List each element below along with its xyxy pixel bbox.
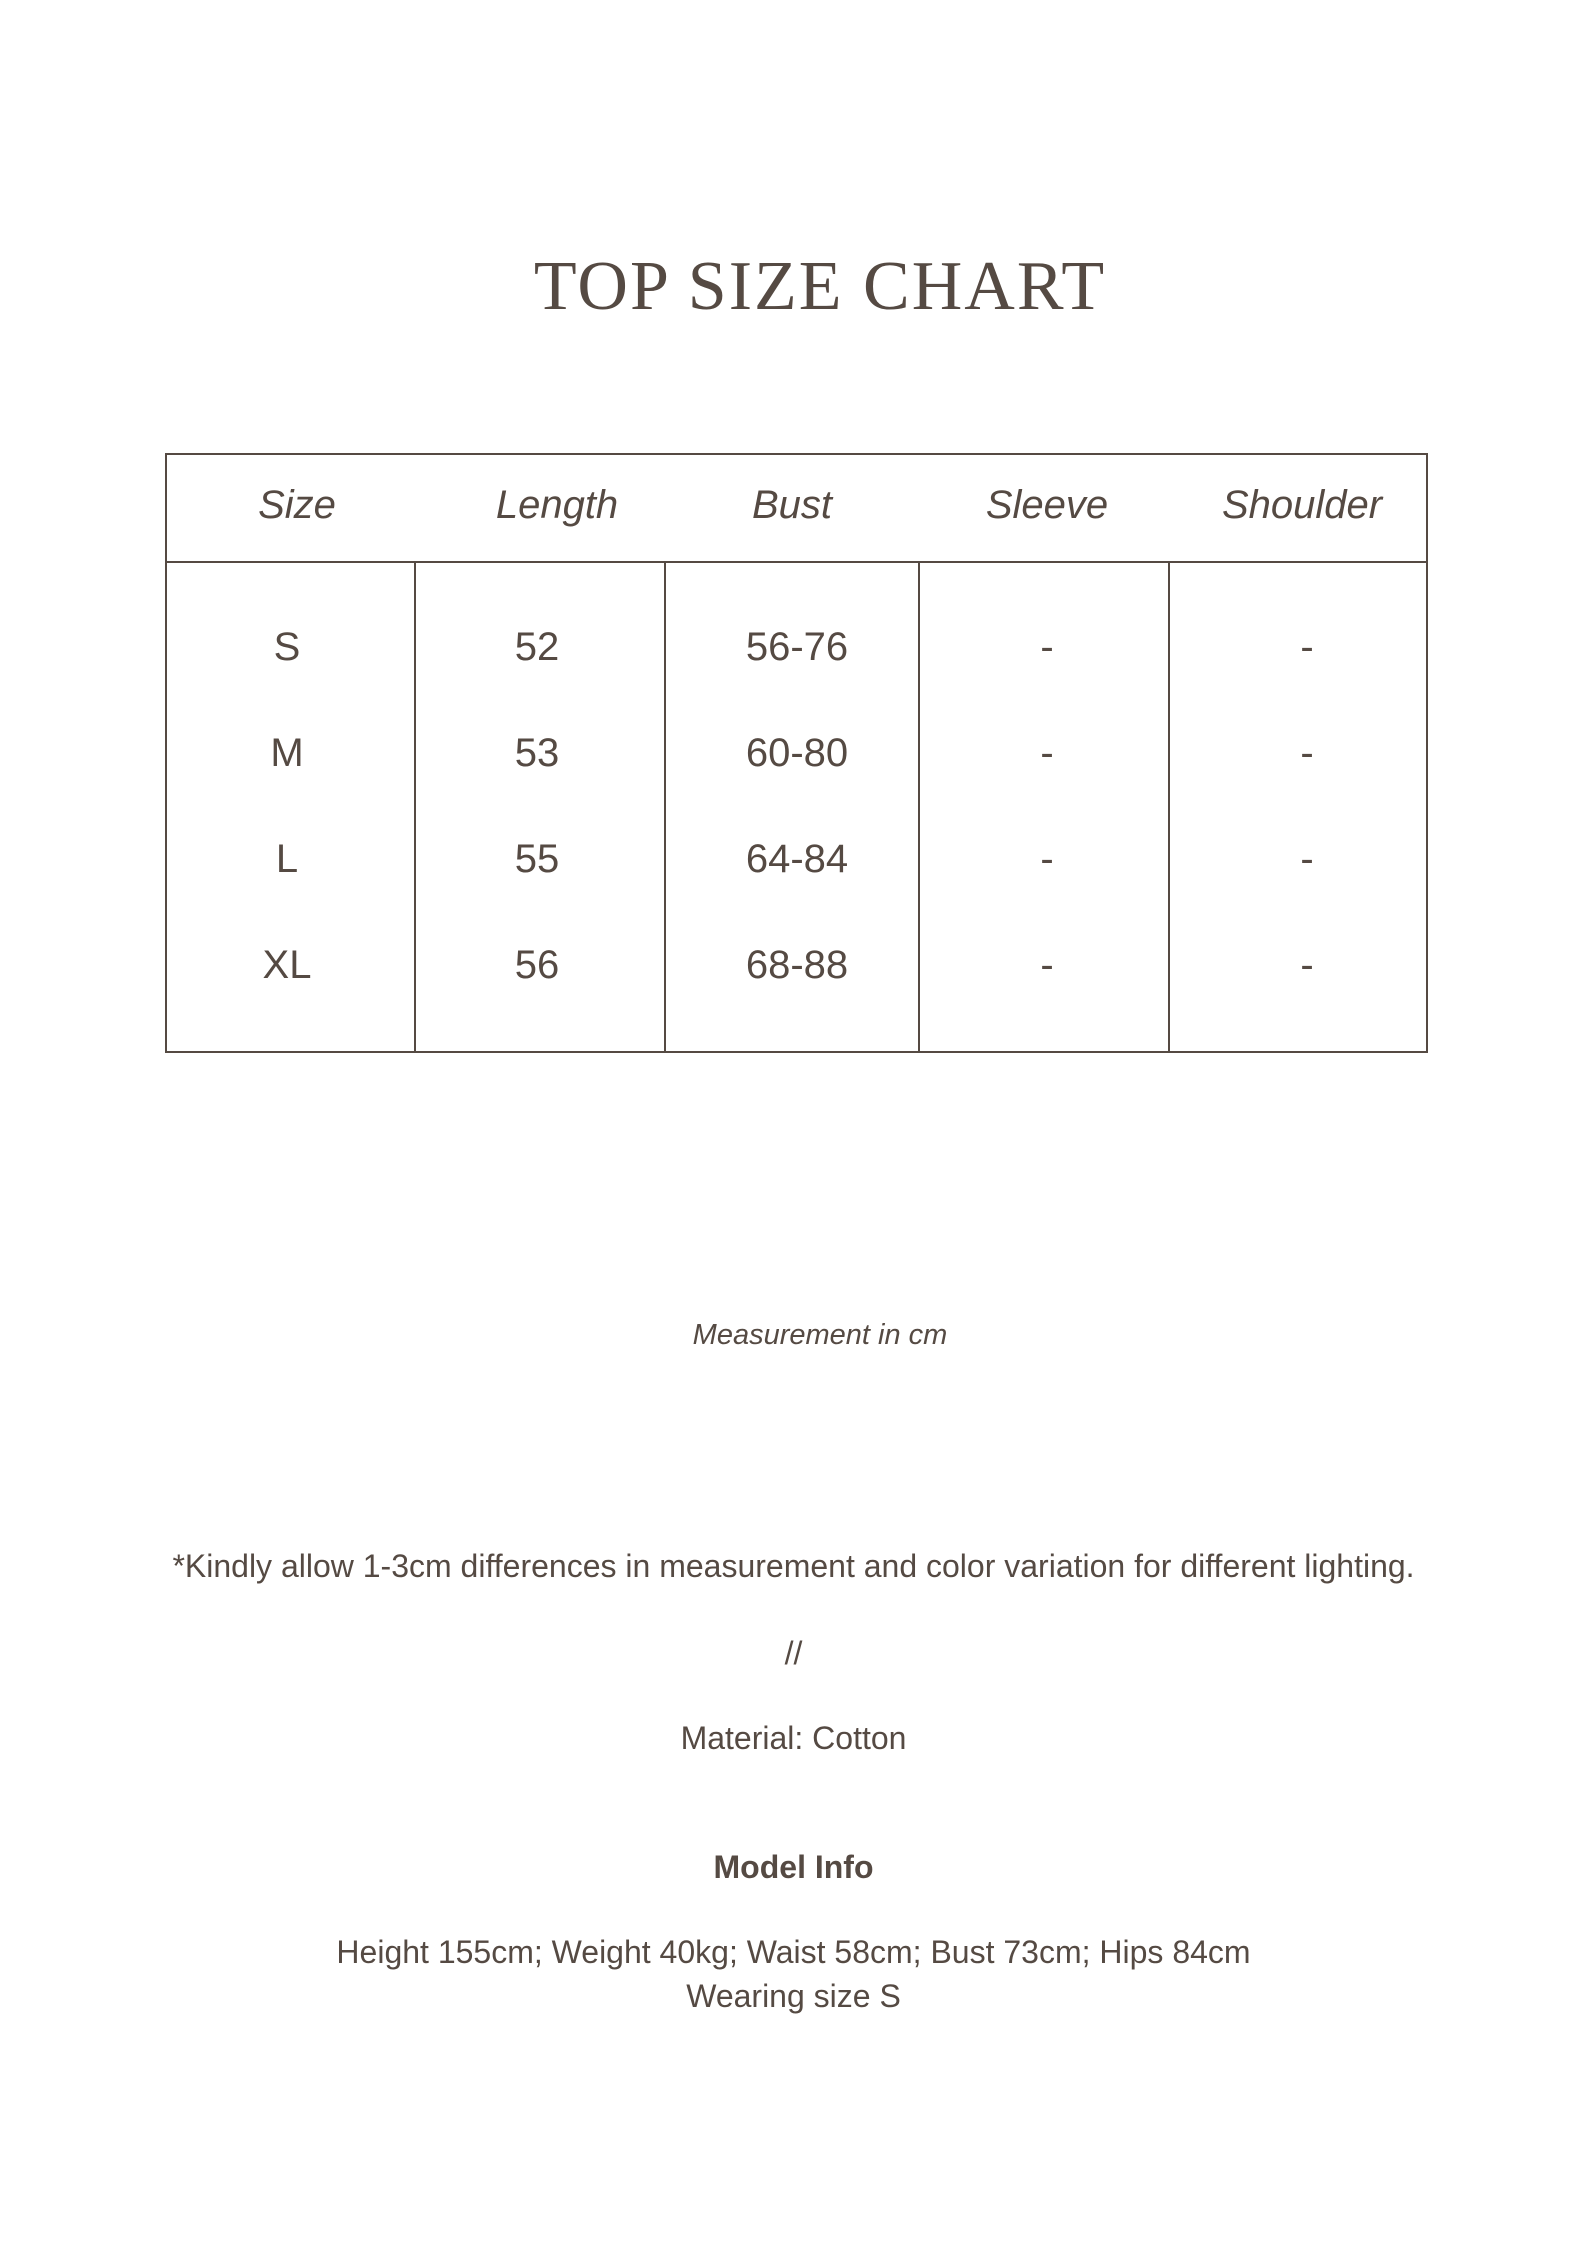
cell-length: 53 — [514, 731, 560, 775]
model-measurements: Height 155cm; Weight 40kg; Waist 58cm; Bust 73cm; Hips 84cm — [336, 1934, 1251, 1970]
cell-length: 55 — [514, 837, 560, 881]
header-shoulder: Shoulder — [1221, 483, 1383, 527]
cell-size: L — [275, 837, 299, 881]
size-chart-table — [165, 453, 1428, 1053]
cell-bust: 60-80 — [745, 731, 849, 775]
page-title: TOP SIZE CHART — [533, 248, 1107, 325]
cell-shoulder: - — [1300, 943, 1314, 987]
cell-sleeve: - — [1040, 625, 1054, 669]
cell-length: 52 — [514, 625, 560, 669]
column-divider — [1168, 561, 1170, 1051]
column-divider — [664, 561, 666, 1051]
cell-shoulder: - — [1300, 625, 1314, 669]
cell-shoulder: - — [1300, 731, 1314, 775]
header-size: Size — [258, 483, 336, 527]
model-info-heading: Model Info — [713, 1849, 874, 1885]
cell-size: XL — [262, 943, 312, 987]
column-divider — [414, 561, 416, 1051]
cell-bust: 68-88 — [745, 943, 849, 987]
cell-length: 56 — [514, 943, 560, 987]
header-bust: Bust — [751, 483, 833, 527]
cell-sleeve: - — [1040, 837, 1054, 881]
cell-bust: 56-76 — [745, 625, 849, 669]
column-divider — [918, 561, 920, 1051]
measurement-disclaimer: *Kindly allow 1-3cm differences in measurement and color variation for different lighting. — [172, 1548, 1415, 1584]
header-sleeve: Sleeve — [985, 483, 1109, 527]
section-separator: // — [784, 1635, 803, 1671]
cell-size: S — [273, 625, 301, 669]
cell-sleeve: - — [1040, 943, 1054, 987]
header-divider — [167, 561, 1426, 563]
cell-sleeve: - — [1040, 731, 1054, 775]
model-wearing-size: Wearing size S — [686, 1978, 901, 2014]
cell-shoulder: - — [1300, 837, 1314, 881]
header-length: Length — [495, 483, 619, 527]
material-info: Material: Cotton — [680, 1720, 907, 1756]
cell-bust: 64-84 — [745, 837, 849, 881]
cell-size: M — [270, 731, 304, 775]
measurement-unit-note: Measurement in cm — [692, 1319, 948, 1351]
